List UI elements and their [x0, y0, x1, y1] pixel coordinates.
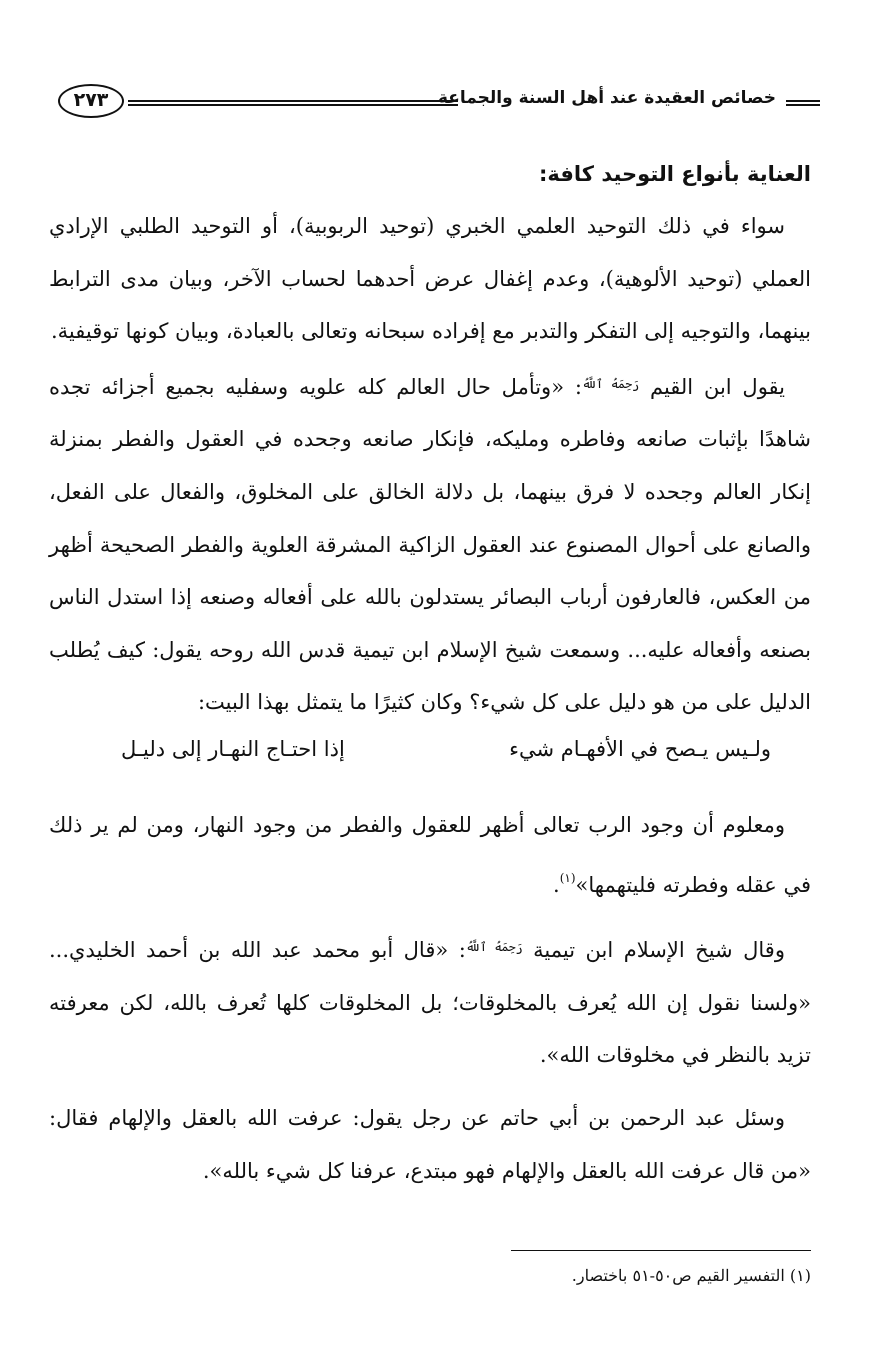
header-title: خصائص العقيدة عند أهل السنة والجماعة: [437, 88, 776, 108]
section-heading: العناية بأنواع التوحيد كافة:: [539, 162, 811, 186]
verse-first-hemistich: ولـيس يـصح في الأفهـام شيء: [509, 736, 771, 761]
honorific: رَحِمَهُ ٱللَّهُ: [465, 940, 523, 955]
header-rule: [128, 100, 458, 106]
paragraph-2-start: يقول ابن القيم: [649, 374, 786, 399]
paragraph-4-start: وقال شيخ الإسلام ابن تيمية: [533, 938, 785, 963]
verse-second-hemistich: إذا احتـاج النهـار إلى دليـل: [121, 736, 345, 761]
paragraph-2-quote: : «وتأمل حال العالم كله علويه وسفليه بجميع أجزائه تجده شاهدًا بإثبات صانعه وفاطره ومليكه، فإنكار صانعه وجحده في العقول والفطر بمنزلة إنكار العالم وجحده لا فرق بينهما، بل دلالة الخالق على المخلوق، والفعال على الفعل، والصانع على أحوال المصنوع عند العقول الزاكية المشرقة العلوية والفطر الصحيحة أظهر من العكس، فالعارفون أرباب البصائر يستدلون بالله على أفعاله وصنعه إذا استدل الناس بصنعه وأفعاله عليه... وسمعت شيخ الإسلام ابن تيمية قدس الله روحه يقول: كيف يُطلب الدليل على من هو دليل على كل شيء؟ وكان كثيرًا ما يتمثل بهذا البيت:: [49, 374, 811, 715]
main-text: [49, 148, 811, 1197]
paragraph-2: [49, 358, 811, 729]
page-number: ٢٧٣: [58, 84, 124, 118]
footnote-reference[interactable]: (١): [559, 870, 576, 885]
paragraph-3: [49, 799, 811, 911]
honorific: رَحِمَهُ ٱللَّهُ: [581, 376, 640, 391]
header-ornament: [786, 100, 820, 106]
paragraph-3-end: .: [553, 872, 560, 897]
paragraph-3-text: ومعلوم أن وجود الرب تعالى أظهر للعقول والفطر من وجود النهار، ومن لم ير ذلك في عقله وفطرته فليتهمها»: [49, 812, 811, 897]
footnote: (١) التفسير القيم ص٥٠-٥١ باختصار.: [571, 1266, 811, 1285]
running-header: [58, 84, 820, 126]
paragraph-5: وسئل عبد الرحمن بن أبي حاتم عن رجل يقول: عرفت الله بالعقل والإلهام فقال: «من قال عرفت الله بالعقل والإلهام فهو مبتدع، عرفنا كل شيء بالله».: [49, 1105, 811, 1183]
paragraph-1: سواء في ذلك التوحيد العلمي الخبري (توحيد الربوبية)، أو التوحيد الطلبي الإرادي العملي (توحيد الألوهية)، وعدم إغفال عرض أحدهما لحساب الآخر، وبيان مدى الترابط بينهما، والتوجيه إلى التفكر والتدبر مع إفراده سبحانه وتعالى بالعبادة، وبيان كونها توقيفية.: [49, 214, 811, 344]
paragraph-4: [49, 921, 811, 1082]
footnote-separator: [511, 1250, 811, 1251]
poetry-verse: [49, 723, 811, 775]
paragraph-4-quote: : «قال أبو محمد عبد الله بن أحمد الخليدي... «ولسنا نقول إن الله يُعرف بالمخلوقات؛ بل المخلوقات كلها تُعرف بالله، لكن معرفته تزيد بالنظر في مخلوقات الله».: [49, 938, 811, 1068]
